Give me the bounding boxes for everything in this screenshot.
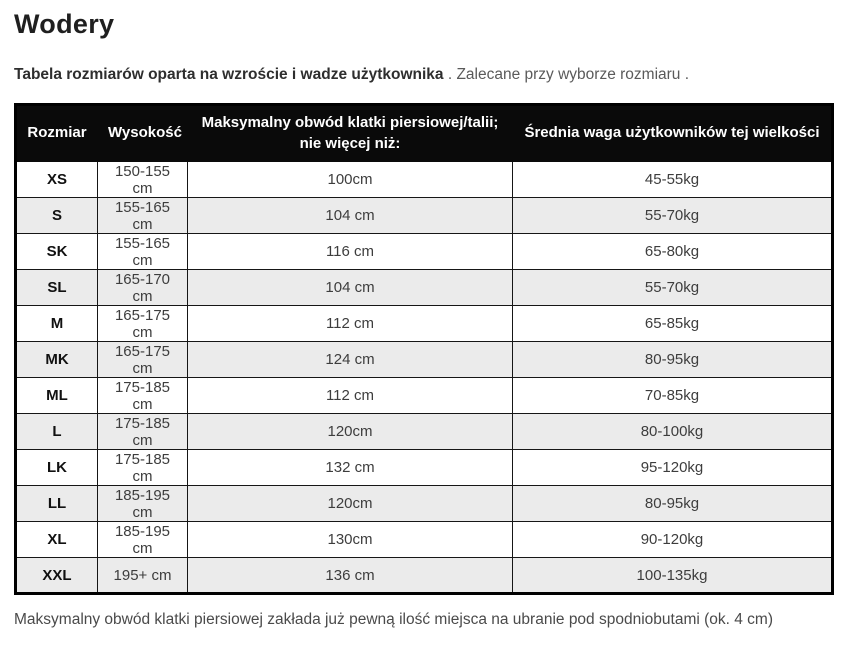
chest-cell: 104 cm (188, 270, 513, 306)
size-cell: MK (16, 342, 98, 378)
table-row (16, 522, 833, 558)
table-row (16, 414, 833, 450)
weight-cell: 70-85kg (513, 378, 833, 414)
height-cell: 165-170 cm (98, 270, 188, 306)
weight-cell: 45-55kg (513, 162, 833, 198)
table-row (16, 486, 833, 522)
table-header-row (16, 105, 833, 162)
column-header-waga: Średnia waga użytkowników tej wielkości (513, 105, 833, 162)
chest-cell: 112 cm (188, 306, 513, 342)
size-cell: LK (16, 450, 98, 486)
height-cell: 165-175 cm (98, 342, 188, 378)
weight-cell: 95-120kg (513, 450, 833, 486)
table-row (16, 234, 833, 270)
table-row (16, 198, 833, 234)
size-cell: M (16, 306, 98, 342)
table-row (16, 450, 833, 486)
size-cell: ML (16, 378, 98, 414)
weight-cell: 90-120kg (513, 522, 833, 558)
chest-cell: 112 cm (188, 378, 513, 414)
chest-cell: 100cm (188, 162, 513, 198)
table-row (16, 342, 833, 378)
size-cell: SK (16, 234, 98, 270)
chest-cell: 132 cm (188, 450, 513, 486)
size-cell: XS (16, 162, 98, 198)
column-header-rozmiar: Rozmiar (16, 105, 98, 162)
height-cell: 155-165 cm (98, 198, 188, 234)
height-cell: 165-175 cm (98, 306, 188, 342)
weight-cell: 65-80kg (513, 234, 833, 270)
chest-cell: 136 cm (188, 558, 513, 594)
chest-cell: 124 cm (188, 342, 513, 378)
subtitle-note-text: . Zalecane przy wyborze rozmiaru . (447, 66, 690, 83)
height-cell: 150-155 cm (98, 162, 188, 198)
footer-note: Maksymalny obwód klatki piersiowej zakłada już pewną ilość miejsca na ubranie pod spodniobutami (ok. 4 cm) (14, 611, 774, 628)
size-chart-table (14, 103, 834, 595)
weight-cell: 55-70kg (513, 198, 833, 234)
column-header-obwod: Maksymalny obwód klatki piersiowej/talii; nie więcej niż: (188, 105, 513, 162)
chest-cell: 116 cm (188, 234, 513, 270)
size-cell: XXL (16, 558, 98, 594)
table-row (16, 558, 833, 594)
weight-cell: 65-85kg (513, 306, 833, 342)
table-row (16, 306, 833, 342)
chest-cell: 120cm (188, 414, 513, 450)
weight-cell: 80-95kg (513, 486, 833, 522)
height-cell: 175-185 cm (98, 414, 188, 450)
subtitle-bold-text: Tabela rozmiarów oparta na wzroście i wadze użytkownika (14, 66, 444, 83)
column-header-wysokosc: Wysokość (98, 105, 188, 162)
table-row (16, 270, 833, 306)
chest-cell: 104 cm (188, 198, 513, 234)
size-cell: S (16, 198, 98, 234)
chest-cell: 130cm (188, 522, 513, 558)
weight-cell: 80-100kg (513, 414, 833, 450)
size-cell: XL (16, 522, 98, 558)
page-title: Wodery (14, 9, 115, 39)
size-cell: SL (16, 270, 98, 306)
weight-cell: 100-135kg (513, 558, 833, 594)
weight-cell: 55-70kg (513, 270, 833, 306)
size-cell: LL (16, 486, 98, 522)
weight-cell: 80-95kg (513, 342, 833, 378)
height-cell: 195+ cm (98, 558, 188, 594)
subtitle (14, 66, 831, 84)
height-cell: 185-195 cm (98, 522, 188, 558)
size-cell: L (16, 414, 98, 450)
table-row (16, 162, 833, 198)
chest-cell: 120cm (188, 486, 513, 522)
height-cell: 175-185 cm (98, 450, 188, 486)
table-row (16, 378, 833, 414)
height-cell: 155-165 cm (98, 234, 188, 270)
height-cell: 185-195 cm (98, 486, 188, 522)
height-cell: 175-185 cm (98, 378, 188, 414)
